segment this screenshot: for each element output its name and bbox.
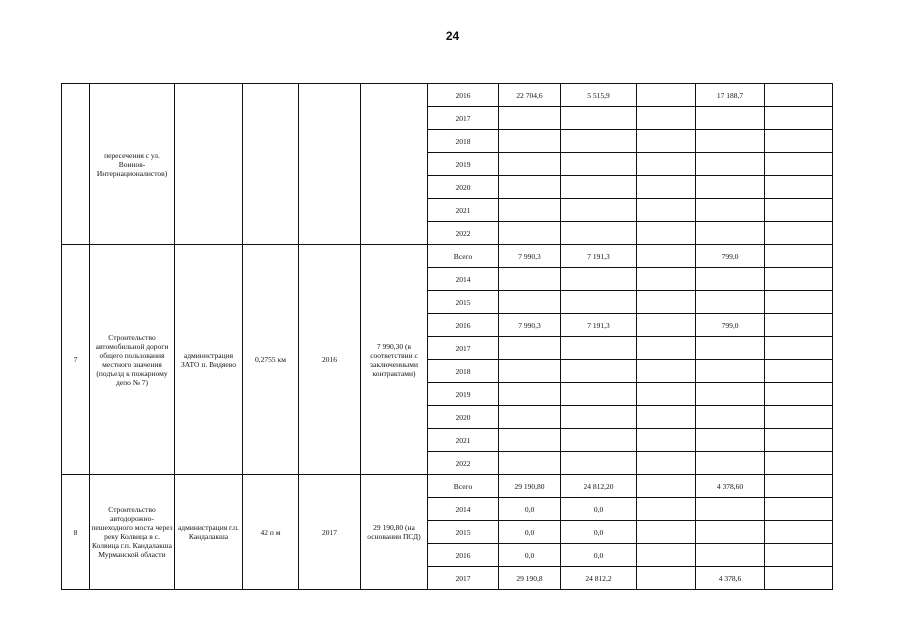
regional-budget-cell <box>637 130 696 153</box>
year-cell: 2018 <box>428 360 499 383</box>
year-cell: 2020 <box>428 176 499 199</box>
federal-budget-cell <box>561 337 637 360</box>
regional-budget-cell <box>637 475 696 498</box>
local-budget-cell <box>696 222 765 245</box>
year-cell: 2021 <box>428 429 499 452</box>
year-cell: 2016 <box>428 544 499 567</box>
total-cell <box>499 337 561 360</box>
project-number-cell: 7 <box>62 245 90 475</box>
year-cell: 2019 <box>428 153 499 176</box>
local-budget-cell <box>696 268 765 291</box>
project-number-cell: 8 <box>62 475 90 590</box>
local-budget-cell <box>696 429 765 452</box>
total-cell: 7 990,3 <box>499 314 561 337</box>
page-number: 24 <box>445 29 460 43</box>
federal-budget-cell: 24 812,2 <box>561 567 637 590</box>
total-cell: 7 990,3 <box>499 245 561 268</box>
other-source-cell <box>765 291 833 314</box>
total-cell <box>499 452 561 475</box>
regional-budget-cell <box>637 153 696 176</box>
project-name-cell: пересечения с ул. Воинов-Интернационалистов) <box>90 84 175 245</box>
regional-budget-cell <box>637 291 696 314</box>
federal-budget-cell: 0,0 <box>561 498 637 521</box>
federal-budget-cell <box>561 291 637 314</box>
year-cell: 2017 <box>428 107 499 130</box>
year-cell: 2017 <box>428 337 499 360</box>
year-cell: 2015 <box>428 291 499 314</box>
total-cell <box>499 199 561 222</box>
year-cell: 2016 <box>428 84 499 107</box>
project-period-cell: 2016 <box>299 245 361 475</box>
local-budget-cell <box>696 130 765 153</box>
year-cell: 2014 <box>428 498 499 521</box>
federal-budget-cell <box>561 452 637 475</box>
federal-budget-cell <box>561 199 637 222</box>
regional-budget-cell <box>637 245 696 268</box>
total-cell <box>499 360 561 383</box>
regional-budget-cell <box>637 222 696 245</box>
total-cell: 29 190,8 <box>499 567 561 590</box>
other-source-cell <box>765 245 833 268</box>
regional-budget-cell <box>637 383 696 406</box>
program-table <box>61 83 833 590</box>
other-source-cell <box>765 360 833 383</box>
other-source-cell <box>765 176 833 199</box>
regional-budget-cell <box>637 452 696 475</box>
year-cell: 2015 <box>428 521 499 544</box>
local-budget-cell <box>696 452 765 475</box>
federal-budget-cell <box>561 107 637 130</box>
federal-budget-cell: 0,0 <box>561 521 637 544</box>
federal-budget-cell: 7 191,3 <box>561 245 637 268</box>
table-row <box>62 475 833 498</box>
regional-budget-cell <box>637 107 696 130</box>
total-cell <box>499 153 561 176</box>
other-source-cell <box>765 452 833 475</box>
other-source-cell <box>765 130 833 153</box>
total-cell: 0,0 <box>499 498 561 521</box>
total-cell <box>499 429 561 452</box>
federal-budget-cell <box>561 383 637 406</box>
regional-budget-cell <box>637 360 696 383</box>
other-source-cell <box>765 544 833 567</box>
regional-budget-cell <box>637 498 696 521</box>
other-source-cell <box>765 268 833 291</box>
other-source-cell <box>765 406 833 429</box>
table-row <box>62 245 833 268</box>
total-cell <box>499 130 561 153</box>
local-budget-cell <box>696 337 765 360</box>
regional-budget-cell <box>637 199 696 222</box>
project-owner-cell <box>175 84 243 245</box>
other-source-cell <box>765 314 833 337</box>
other-source-cell <box>765 222 833 245</box>
local-budget-cell <box>696 107 765 130</box>
local-budget-cell: 4 378,6 <box>696 567 765 590</box>
other-source-cell <box>765 337 833 360</box>
federal-budget-cell <box>561 176 637 199</box>
project-cost-cell: 29 190,80 (на основании ПСД) <box>361 475 428 590</box>
project-capacity-cell: 0,2755 км <box>243 245 299 475</box>
total-cell <box>499 176 561 199</box>
local-budget-cell: 799,0 <box>696 245 765 268</box>
federal-budget-cell <box>561 360 637 383</box>
local-budget-cell <box>696 153 765 176</box>
total-cell: 29 190,80 <box>499 475 561 498</box>
regional-budget-cell <box>637 521 696 544</box>
regional-budget-cell <box>637 268 696 291</box>
year-cell: 2017 <box>428 567 499 590</box>
other-source-cell <box>765 107 833 130</box>
local-budget-cell <box>696 521 765 544</box>
other-source-cell <box>765 498 833 521</box>
project-capacity-cell: 42 п м <box>243 475 299 590</box>
federal-budget-cell <box>561 429 637 452</box>
local-budget-cell <box>696 176 765 199</box>
year-cell: Всего <box>428 475 499 498</box>
other-source-cell <box>765 153 833 176</box>
total-cell: 0,0 <box>499 544 561 567</box>
project-owner-cell: администрация ЗАТО п. Видяево <box>175 245 243 475</box>
other-source-cell <box>765 521 833 544</box>
total-cell <box>499 107 561 130</box>
regional-budget-cell <box>637 84 696 107</box>
project-name-cell: Строительство автомобильной дороги общего пользования местного значения (подъезд к пожарному депо № 7) <box>90 245 175 475</box>
project-cost-cell: 7 990,30 (в соответствии с заключенными контрактами) <box>361 245 428 475</box>
project-period-cell: 2017 <box>299 475 361 590</box>
other-source-cell <box>765 429 833 452</box>
other-source-cell <box>765 567 833 590</box>
local-budget-cell <box>696 406 765 429</box>
project-name-cell: Строительство автодорожно-пешеходного моста через реку Колвица в с. Колвица г.п. Кандалакша Мурманской области <box>90 475 175 590</box>
local-budget-cell: 799,0 <box>696 314 765 337</box>
project-cost-cell <box>361 84 428 245</box>
regional-budget-cell <box>637 429 696 452</box>
year-cell: 2016 <box>428 314 499 337</box>
year-cell: 2018 <box>428 130 499 153</box>
total-cell <box>499 291 561 314</box>
federal-budget-cell <box>561 406 637 429</box>
federal-budget-cell <box>561 130 637 153</box>
regional-budget-cell <box>637 337 696 360</box>
local-budget-cell: 4 378,60 <box>696 475 765 498</box>
regional-budget-cell <box>637 314 696 337</box>
regional-budget-cell <box>637 567 696 590</box>
federal-budget-cell: 0,0 <box>561 544 637 567</box>
local-budget-cell <box>696 383 765 406</box>
federal-budget-cell <box>561 268 637 291</box>
project-number-cell <box>62 84 90 245</box>
total-cell <box>499 268 561 291</box>
table-body <box>62 84 833 590</box>
table-row <box>62 84 833 107</box>
regional-budget-cell <box>637 406 696 429</box>
federal-budget-cell: 7 191,3 <box>561 314 637 337</box>
total-cell <box>499 222 561 245</box>
total-cell: 22 704,6 <box>499 84 561 107</box>
federal-budget-cell <box>561 222 637 245</box>
regional-budget-cell <box>637 176 696 199</box>
other-source-cell <box>765 84 833 107</box>
total-cell <box>499 383 561 406</box>
local-budget-cell <box>696 498 765 521</box>
federal-budget-cell: 24 812,20 <box>561 475 637 498</box>
local-budget-cell <box>696 199 765 222</box>
total-cell: 0,0 <box>499 521 561 544</box>
year-cell: 2022 <box>428 452 499 475</box>
year-cell: 2022 <box>428 222 499 245</box>
local-budget-cell <box>696 544 765 567</box>
year-cell: 2014 <box>428 268 499 291</box>
other-source-cell <box>765 199 833 222</box>
total-cell <box>499 406 561 429</box>
year-cell: 2020 <box>428 406 499 429</box>
project-capacity-cell <box>243 84 299 245</box>
year-cell: 2019 <box>428 383 499 406</box>
regional-budget-cell <box>637 544 696 567</box>
local-budget-cell <box>696 291 765 314</box>
other-source-cell <box>765 383 833 406</box>
year-cell: Всего <box>428 245 499 268</box>
federal-budget-cell: 5 515,9 <box>561 84 637 107</box>
year-cell: 2021 <box>428 199 499 222</box>
other-source-cell <box>765 475 833 498</box>
local-budget-cell: 17 188,7 <box>696 84 765 107</box>
project-owner-cell: администрация г.п. Кандалакша <box>175 475 243 590</box>
project-period-cell <box>299 84 361 245</box>
federal-budget-cell <box>561 153 637 176</box>
local-budget-cell <box>696 360 765 383</box>
